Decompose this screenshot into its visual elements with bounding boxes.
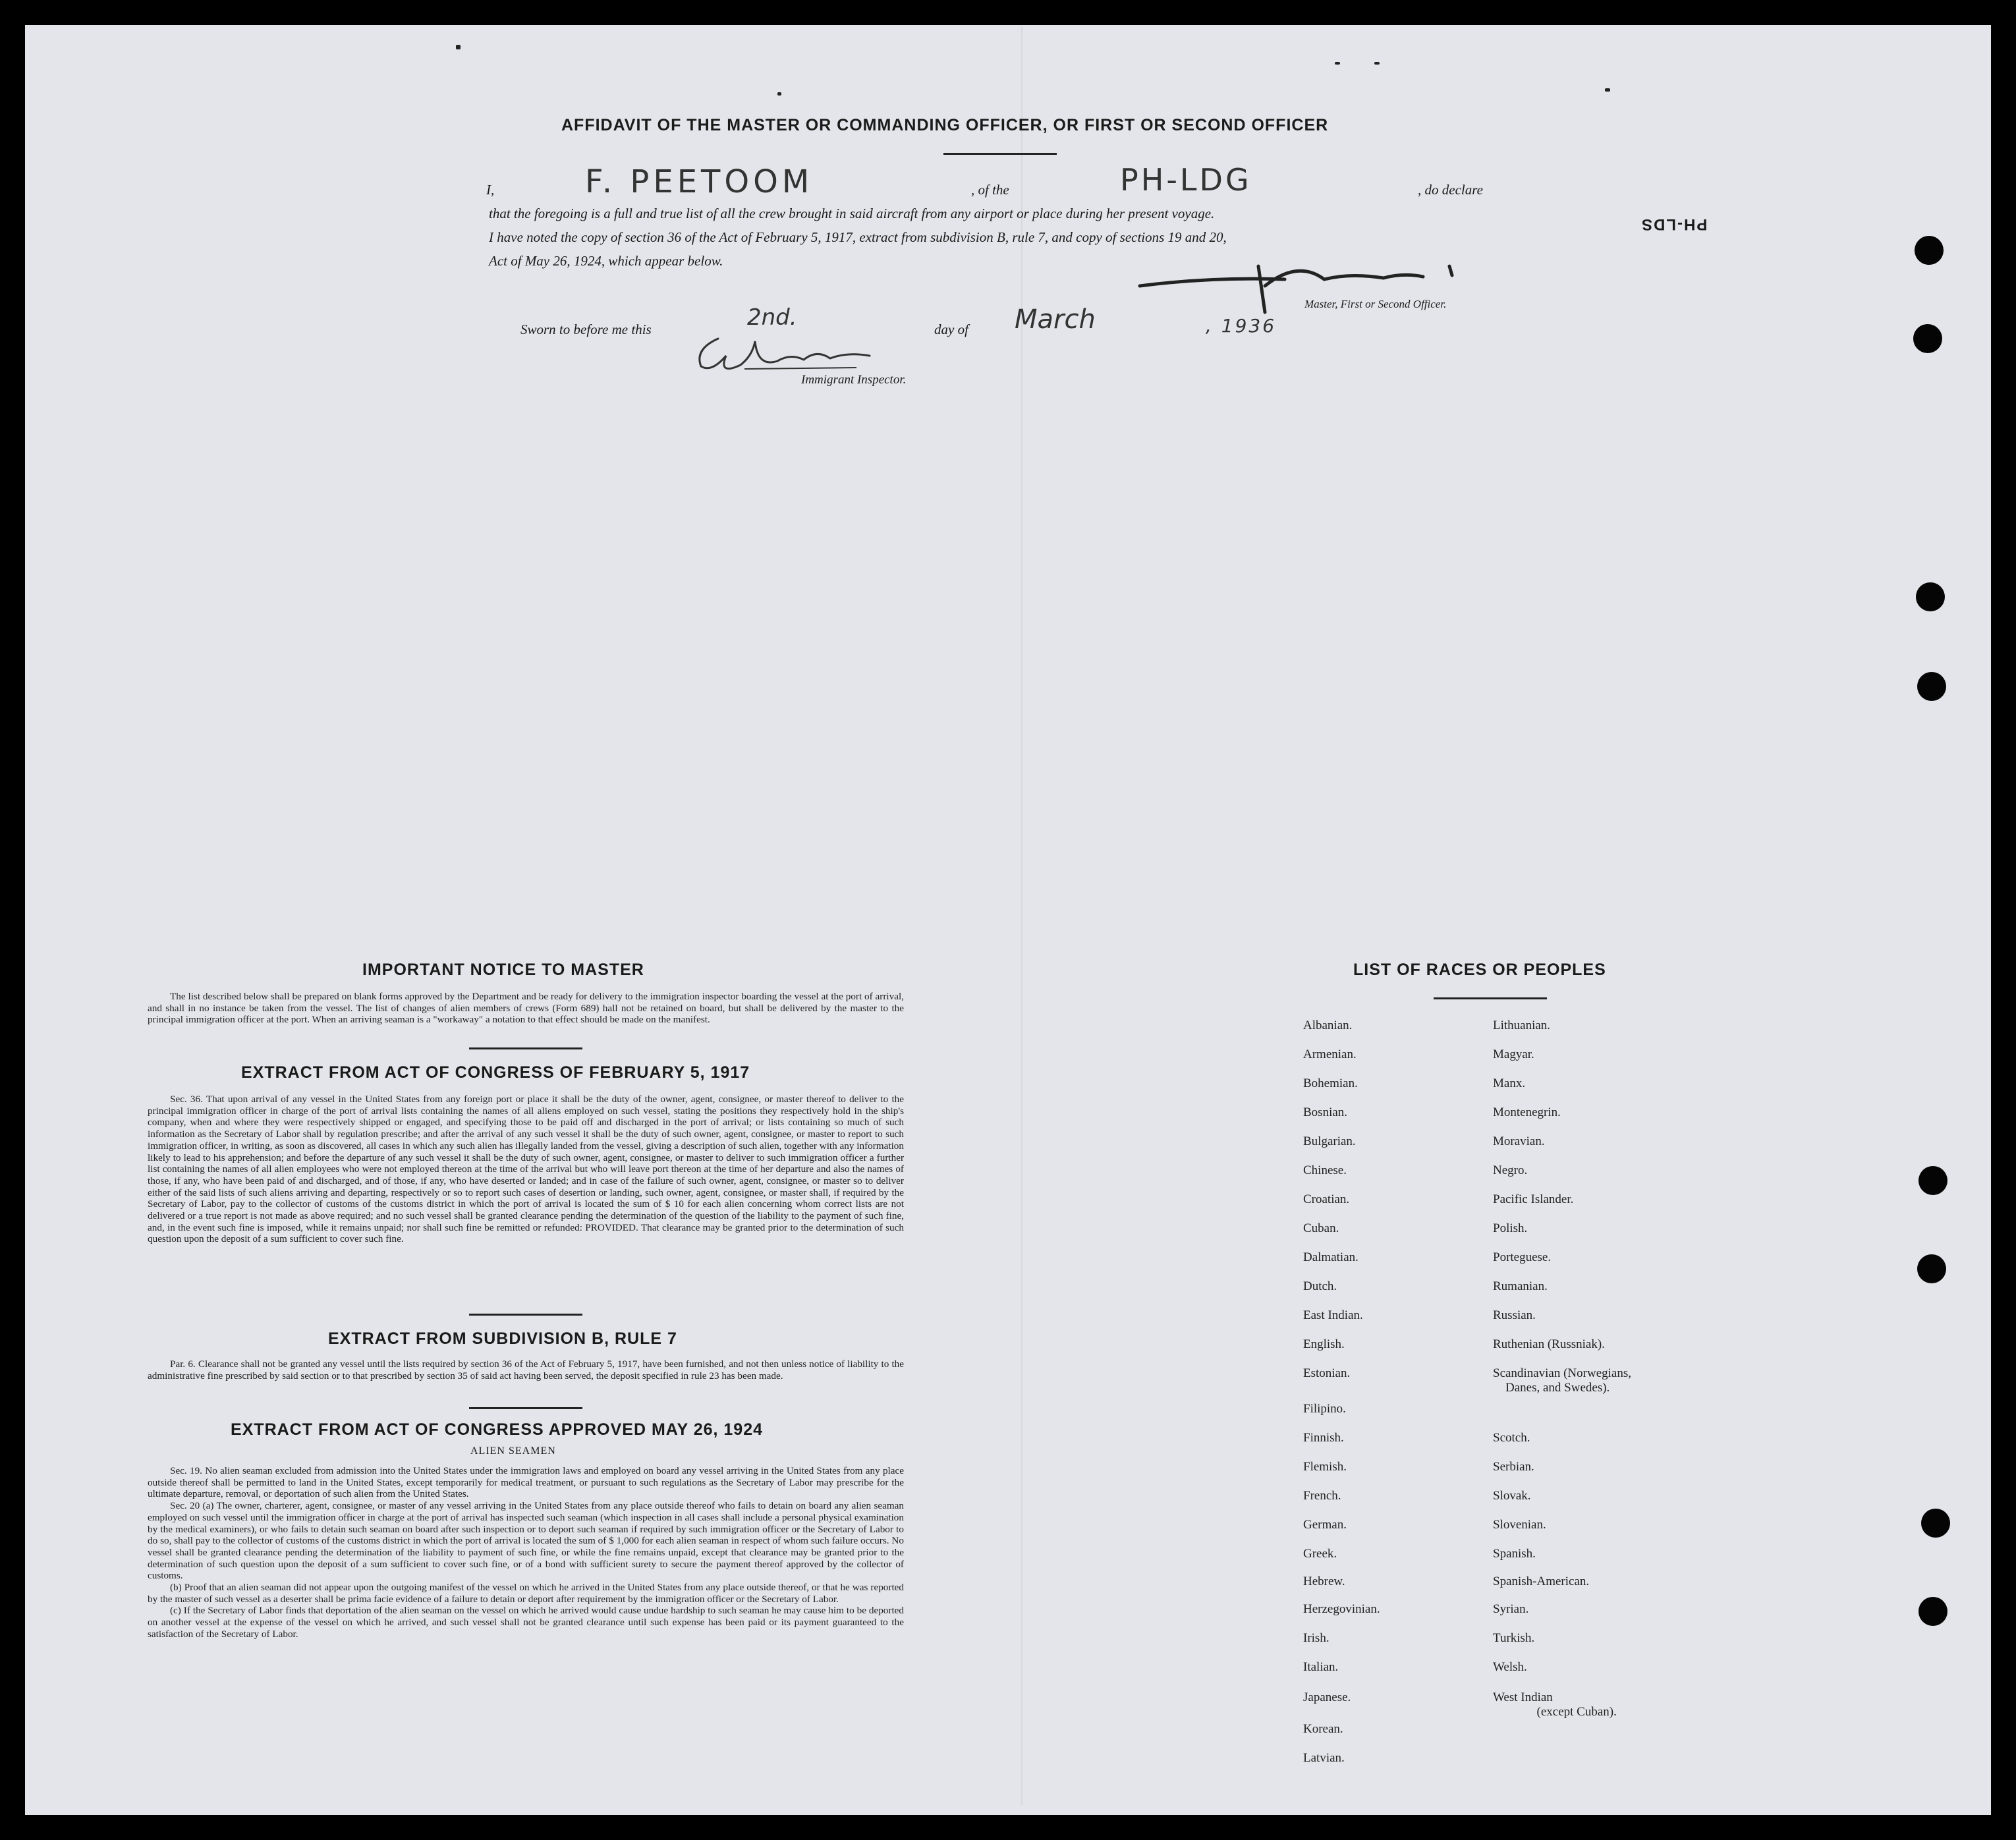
inspector-signature [692,329,876,377]
race-item: Serbian. [1493,1460,1534,1474]
race-item: Ruthenian (Russniak). [1493,1337,1605,1351]
master-signature [1133,253,1476,325]
race-item: Korean. [1303,1722,1343,1736]
race-item: Dalmatian. [1303,1250,1358,1264]
alien-seamen-subtitle: ALIEN SEAMEN [470,1445,556,1457]
race-item: Flemish. [1303,1460,1347,1474]
race-item: French. [1303,1489,1341,1503]
race-item: Italian. [1303,1660,1339,1674]
ink-speck [456,45,461,49]
race-item: Porteguese. [1493,1250,1552,1264]
race-item: Montenegrin. [1493,1105,1561,1119]
i-label: I, [486,182,495,198]
races-title: LIST OF RACES OR PEOPLES [1353,961,1606,979]
punch-hole [1917,1254,1946,1283]
race-item: Cuban. [1303,1221,1339,1235]
inspector-caption: Immigrant Inspector. [801,373,907,387]
ink-speck [1605,88,1610,92]
punch-hole [1921,1509,1950,1538]
race-item: Scandinavian (Norwegians, Danes, and Swedes). [1493,1366,1631,1395]
notice-text: The list described below shall be prepared on blank forms approved by the Department and be ready for delivery to the immigration inspector boarding the vessel at the port of arrival, and shall in no instance be taken from the vessel. The list of changes of alien members of crews (Form 689) hall not be retained on board, but shall be delivered by the master to the principal immigration officer at the port. When an arriving seaman is a "workaway" a notation to that effect should be made on the manifest. [148,991,904,1026]
race-item: Greek. [1303,1547,1337,1561]
race-item: German. [1303,1518,1347,1532]
punch-hole [1915,236,1944,265]
aircraft-handwritten: PH-LDG [1120,162,1252,198]
race-item: Negro. [1493,1163,1528,1177]
race-item: Pacific Islander. [1493,1192,1574,1206]
ink-speck [777,92,781,96]
do-declare-label: , do declare [1418,182,1483,198]
race-item: Polish. [1493,1221,1528,1235]
race-item: Scotch. [1493,1431,1530,1445]
race-item: Dutch. [1303,1279,1337,1293]
race-item: Slovak. [1493,1489,1531,1503]
sworn-label: Sworn to before me this [520,321,652,337]
race-item: Welsh. [1493,1660,1527,1674]
races-divider [1434,997,1547,999]
ink-speck [1374,62,1380,65]
race-item: Turkish. [1493,1631,1535,1645]
race-item: Filipino. [1303,1402,1346,1416]
day-handwritten: 2nd. [747,304,797,331]
race-item: Manx. [1493,1076,1526,1090]
sec-20c: (c) If the Secretary of Labor finds that deportation of the alien seaman on the vessel on which he arrived would cause undue hardship to such seaman he may cause him to be deported on another vessel at the expense of the vessel on which he arrived, and such vessel shall not be granted clearance until such expense has been paid or its payment guaranteed to the satisfaction of the Secretary of Labor. [148,1605,904,1640]
ink-speck [1335,62,1340,65]
rule7-text: Par. 6. Clearance shall not be granted any vessel until the lists required by section 36 of the Act of February 5, 1917, have been furnished, and not then unless notice of liability to the administrative fine prescribed by said section or to that prescribed by section 35 of said act having been served, the deposit specified in rule 23 has been made. [148,1358,904,1381]
race-item: Irish. [1303,1631,1330,1645]
punch-hole [1918,1597,1947,1626]
race-item: Chinese. [1303,1163,1347,1177]
race-item: Japanese. [1303,1690,1351,1704]
affidavit-line-4: Act of May 26, 1924, which appear below. [489,253,723,269]
race-item: Lithuanian. [1493,1018,1551,1032]
race-item: Latvian. [1303,1751,1345,1765]
race-item: West Indian (except Cuban). [1493,1690,1617,1719]
extract-1924-text [148,1465,904,1640]
race-item: English. [1303,1337,1345,1351]
race-item: Spanish. [1493,1547,1536,1561]
race-item: Estonian. [1303,1366,1351,1380]
race-item: Moravian. [1493,1134,1545,1148]
officer-name-handwritten: F. PEETOOM [585,163,814,200]
race-item: Rumanian. [1493,1279,1548,1293]
notice-title: IMPORTANT NOTICE TO MASTER [362,961,644,979]
sec-20a: Sec. 20 (a) The owner, charterer, agent, consignee, or master of any vessel arriving in the United States from any place outside thereof who fails to detain on board any alien seaman employed on such vessel until the immigration officer in charge at the port of arrival has inspected such seaman (which inspection in all cases shall include a personal physical examination by the medical examiners), or who fails to detain such seaman on board after such inspection or to deport such seaman if required by such immigration officer or the Secretary of Labor to do so, shall pay to the collector of customs of the customs district in which the port of arrival is located the sum of $ 1,000 for each alien seaman in respect of whom such failure occurs. No vessel shall be granted clearance pending the determination of the liability to payment of such fine, or while the fine remains unpaid, except that clearance may be granted prior to the determination of such question upon the deposit of a sum sufficient to cover such fine, or of a bond with sufficient surety to secure the payment thereof approved by the collector of customs. [148,1500,904,1582]
race-item: Bosnian. [1303,1105,1348,1119]
affidavit-title: AFFIDAVIT OF THE MASTER OR COMMANDING OFFICER, OR FIRST OR SECOND OFFICER [561,116,1329,134]
race-item: Magyar. [1493,1047,1534,1061]
race-item: Finnish. [1303,1431,1344,1445]
month-handwritten: March [1015,304,1096,335]
race-item: Slovenian. [1493,1518,1546,1532]
race-item: Syrian. [1493,1602,1529,1616]
extract-1917-text: Sec. 36. That upon arrival of any vessel in the United States from any foreign port or place it shall be the duty of the owner, agent, consignee, or master thereof to deliver to the principal immigration officer in charge of the port of arrival lists containing the names of all aliens employed on such vessel, stating the positions they respectively hold in the ship's company, when and where they were respectively shipped or engaged, and specifying those to be paid off and discharged in the port of arrival; or lists containing so much of such information as the Secretary of Labor shall by regulation prescribe; and after the arrival of any such vessel it shall be the duty of such owner, agent, consignee, or master to report to such immigration officer, in writing, as soon as discovered, all cases in which any such alien has illegally landed from the vessel, giving a description of such alien, together with any information likely to lead to his apprehension; and before the departure of any such vessel it shall be the duty of such owner, agent, consignee, or master to deliver to such immigration officer a further list containing the names of all alien employees who were not employed thereon at the time of the arrival but who will leave port thereon at the time of her departure and also the names of those, if any, who have been paid of and discharged, and of those, if any, who have deserted or landed; and in case of the failure of such owner, agent, consignee, or master so to deliver either of the said lists of such aliens arriving and departing, respectively or so to report such cases of desertion or landing, such owner, agent, consignee, or master shall, if required by the Secretary of Labor, pay to the collector of customs of the customs district in which the port of arrival is located the sum of $ 10 for each alien concerning whom correct lists are not delivered or a true report is not made as above required; and no such vessel shall be granted clearance pending the determination of the question of the liability to the payment of such fine, and, in the event such fine is imposed, while it remains unpaid; nor shall such fine be remitted or refunded: PROVIDED. That clearance may be granted prior to the determination of such question upon the deposit of a sum sufficient to cover such fine. [148,1094,904,1245]
year-handwritten: , 1936 [1206,315,1277,337]
punch-hole [1913,324,1942,353]
affidavit-line-3: I have noted the copy of section 36 of the Act of February 5, 1917, extract from subdivision B, rule 7, and copy of sections 19 and 20, [489,229,1227,245]
race-item: Bulgarian. [1303,1134,1356,1148]
sec-19: Sec. 19. No alien seaman excluded from admission into the United States under the immigration laws and employed on board any vessel arriving in the United States from any place outside thereof shall be permitted to land in the United States, except temporarily for medical treatment, or pursuant to such regulations as the Secretary of Labor may prescribe for the ultimate departure, removal, or deportation of such alien from the United States. [148,1465,904,1500]
punch-hole [1918,1166,1947,1195]
race-item: East Indian. [1303,1308,1363,1322]
extract-1917-title: EXTRACT FROM ACT OF CONGRESS OF FEBRUARY 5, 1917 [241,1063,750,1082]
race-item: Spanish-American. [1493,1575,1590,1588]
race-item: Russian. [1493,1308,1536,1322]
race-item: Albanian. [1303,1018,1353,1032]
race-item: Armenian. [1303,1047,1357,1061]
page-fold-line [1021,26,1022,1805]
rule7-title: EXTRACT FROM SUBDIVISION B, RULE 7 [328,1329,677,1348]
race-item: Bohemian. [1303,1076,1358,1090]
aircraft-side-stamp: PH-LDS [1640,215,1708,233]
punch-hole [1917,672,1946,701]
punch-hole [1916,582,1945,611]
rule7-divider [469,1407,582,1409]
day-of-label: day of [934,321,968,337]
race-item: Croatian. [1303,1192,1350,1206]
notice-divider [469,1047,582,1049]
of-the-label: , of the [971,182,1009,198]
affidavit-line-2: that the foregoing is a full and true list of all the crew brought in said aircraft from any airport or place during her present voyage. [489,206,1215,221]
race-item: Herzegovinian. [1303,1602,1380,1616]
race-item: Hebrew. [1303,1575,1345,1588]
extract-1917-divider [469,1314,582,1316]
master-caption: Master, First or Second Officer. [1304,298,1447,310]
extract-1924-title: EXTRACT FROM ACT OF CONGRESS APPROVED MAY 26, 1924 [231,1420,764,1439]
title-divider [943,153,1057,155]
sec-20b: (b) Proof that an alien seaman did not appear upon the outgoing manifest of the vessel on which he arrived in the United States from any place outside thereof, or that he was reported by the master of such vessel as a deserter shall be prima facie evidence of a failure to detain or deport after requirement by the immigration officer or the Secretary of Labor. [148,1582,904,1605]
